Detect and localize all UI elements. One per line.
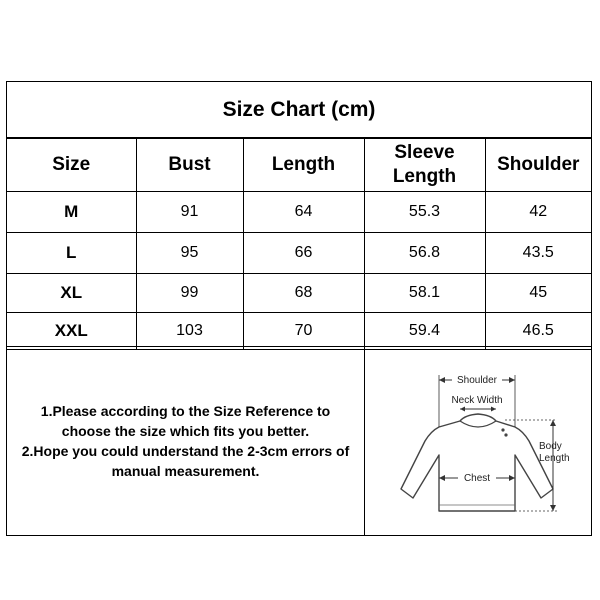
shoulder-cell: 42 [485,192,591,233]
arrowhead-icon [439,377,445,383]
shoulder-label: Shoulder [456,375,498,386]
arrowhead-icon [550,420,556,426]
arrowhead-icon [509,377,515,383]
table-row [7,192,591,233]
body-length-label-line1: Body [539,441,562,452]
bottom-section [7,346,591,535]
note-line-1: 1.Please according to the Size Reference to [40,403,331,419]
chart-title: Size Chart (cm) [7,82,591,138]
table-header-row [7,139,591,192]
length-cell: 64 [243,192,364,233]
sleeve-cell: 55.3 [364,192,485,233]
header-bust: Bust [136,139,243,192]
shoulder-cell: 45 [485,274,591,313]
neck-width-label: Neck Width [451,395,503,406]
table-row [7,233,591,274]
arrowhead-icon [550,505,556,511]
sweater-outline [401,414,553,511]
chest-label: Chest [463,473,491,484]
size-cell: L [7,233,136,274]
size-cell: XXL [7,313,136,350]
header-size: Size [7,139,136,192]
size-chart-frame [6,81,592,536]
header-sleeve-length [364,139,485,192]
bust-cell: 99 [136,274,243,313]
shoulder-cell: 43.5 [485,233,591,274]
bust-cell: 95 [136,233,243,274]
button-icon [501,428,504,431]
length-cell: 68 [243,274,364,313]
notes [7,347,364,535]
shoulder-cell: 46.5 [485,313,591,350]
table-row [7,274,591,313]
measurement-diagram [365,347,591,535]
note-line-4: manual measurement. [111,463,260,479]
size-table [7,138,591,350]
body-length-label-line2: Length [539,453,570,464]
length-cell: 66 [243,233,364,274]
size-cell: XL [7,274,136,313]
arrowhead-icon [460,407,465,412]
sleeve-cell: 56.8 [364,233,485,274]
button-icon [504,433,507,436]
header-length: Length [243,139,364,192]
note-line-2: choose the size which fits you better. [61,423,310,439]
header-sleeve-line1: Sleeve [394,142,455,163]
bust-cell: 103 [136,313,243,350]
table-row [7,313,591,350]
note-line-3: 2.Hope you could understand the 2-3cm errors of [21,443,350,459]
sleeve-cell: 59.4 [364,313,485,350]
sleeve-cell: 58.1 [364,274,485,313]
header-sleeve-line2: Length [392,166,457,187]
header-shoulder: Shoulder [485,139,591,192]
size-cell: M [7,192,136,233]
bust-cell: 91 [136,192,243,233]
arrowhead-icon [491,407,496,412]
length-cell: 70 [243,313,364,350]
